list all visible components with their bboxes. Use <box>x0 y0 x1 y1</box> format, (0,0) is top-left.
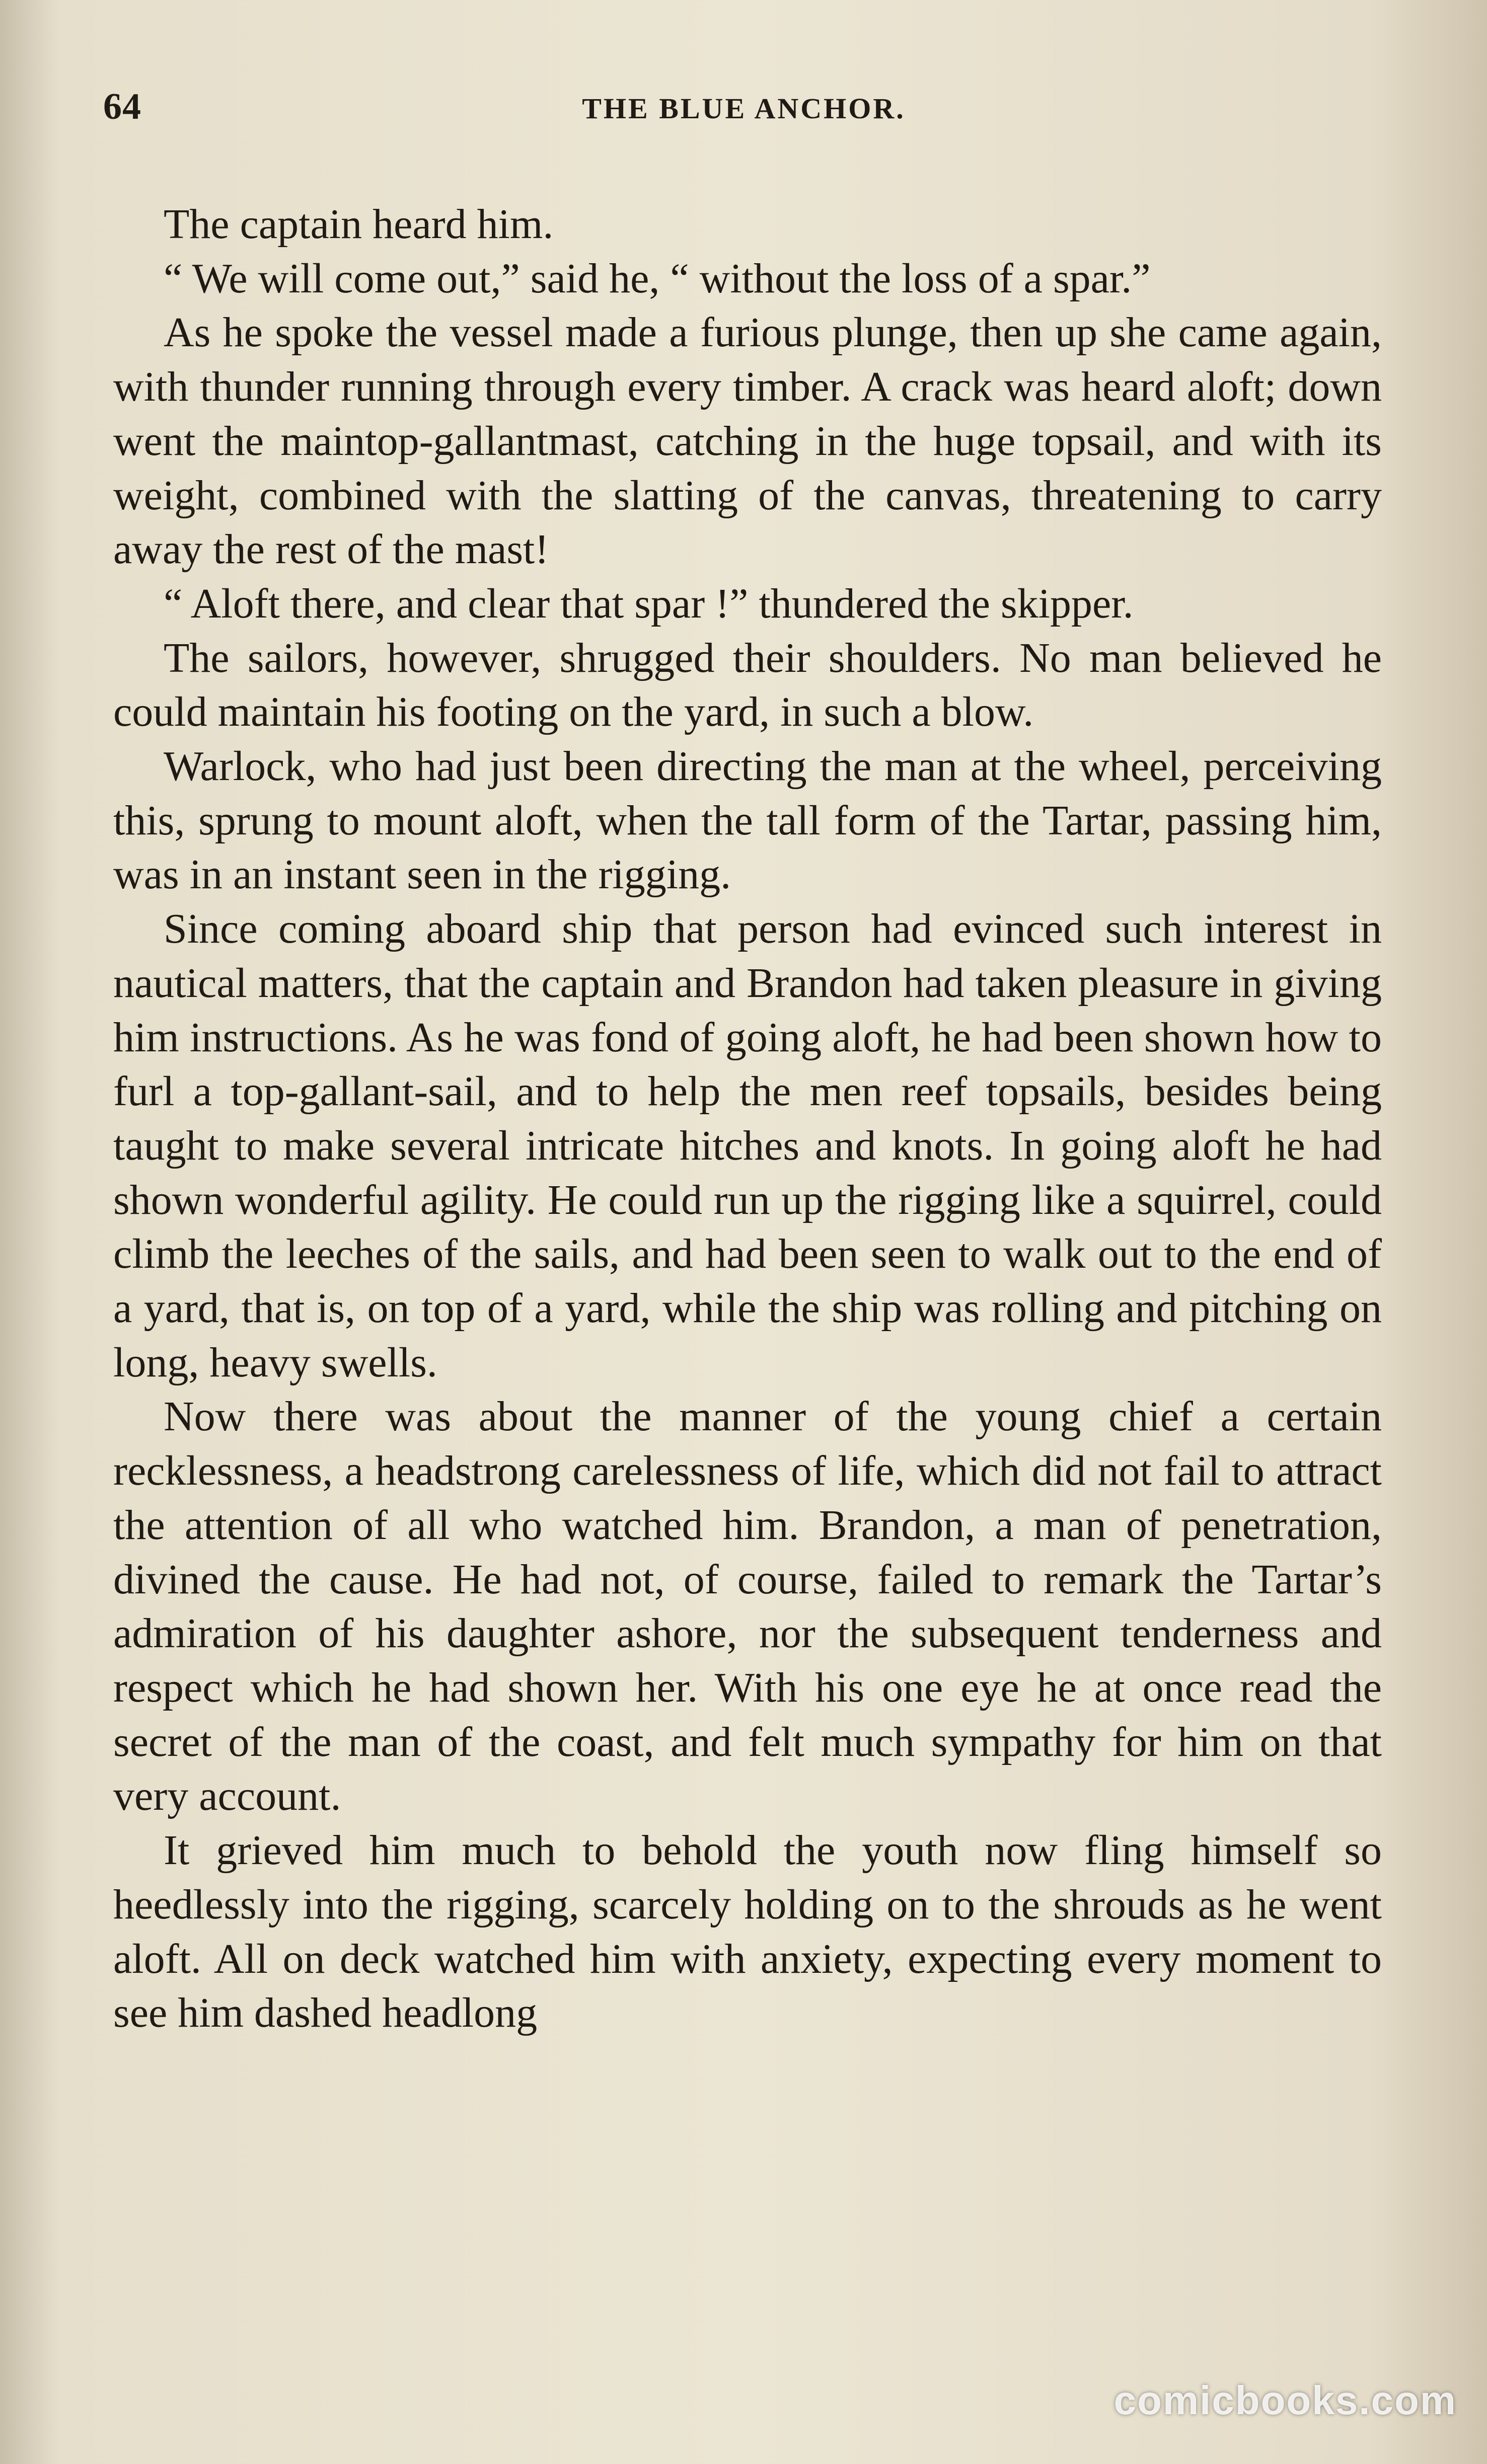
paragraph: “ We will come out,” said he, “ without the loss of a spar.” <box>164 255 1151 302</box>
body-text <box>113 197 1382 2040</box>
paragraph: The captain heard him. <box>164 201 554 248</box>
paragraph: As he spoke the vessel made a furious plunge, then up she came again, with thunder running through every timber. A crack was heard aloft; down went the maintop-gallantmast, catching in the huge topsail, and with its weight, combined with the slatting of the canvas, threatening to carry away the rest of the mast! <box>113 309 1382 573</box>
running-head: THE BLUE ANCHOR. <box>582 92 906 125</box>
paragraph: It grieved him much to behold the youth now fling himself so heedlessly into the rigging, scarcely holding on to the shrouds as he went aloft. All on deck watched him with anxiety, expecting every moment to see him dashed headlong <box>113 1827 1382 2037</box>
paragraph: Now there was about the manner of the young chief a certain recklessness, a headstrong carelessness of life, which did not fail to attract the attention of all who watched him. Brandon, a man of penetration, divined the cause. He had not, of course, failed to remark the Tartar’s admiration of his daughter ashore, nor the subsequent tenderness and respect which he had shown her. With his one eye he at once read the secret of the man of the coast, and felt much sympathy for him on that very account. <box>113 1393 1382 1820</box>
page-header <box>103 86 1384 136</box>
page-number: 64 <box>103 86 141 127</box>
paragraph: “ Aloft there, and clear that spar !” thundered the skipper. <box>164 580 1134 627</box>
paragraph: The sailors, however, shrugged their shoulders. No man believed he could maintain his footing on the yard, in such a blow. <box>113 634 1382 736</box>
paragraph: Since coming aboard ship that person had evinced such interest in nautical matters, that the captain and Brandon had taken pleasure in giving him instructions. As he was fond of going aloft, he had been shown how to furl a top-gallant-sail, and to help the men reef topsails, besides being taught to make several intricate hitches and knots. In going aloft he had shown wonderful agility. He could run up the rigging like a squirrel, could climb the leeches of the sails, and had been seen to walk out to the end of a yard, that is, on top of a yard, while the ship was rolling and pitching on long, heavy swells. <box>113 905 1382 1386</box>
paragraph: Warlock, who had just been directing the man at the wheel, perceiving this, sprung to mount aloft, when the tall form of the Tartar, passing him, was in an instant seen in the rigging. <box>113 743 1382 898</box>
watermark: comicbooks.com <box>1113 2378 1457 2423</box>
